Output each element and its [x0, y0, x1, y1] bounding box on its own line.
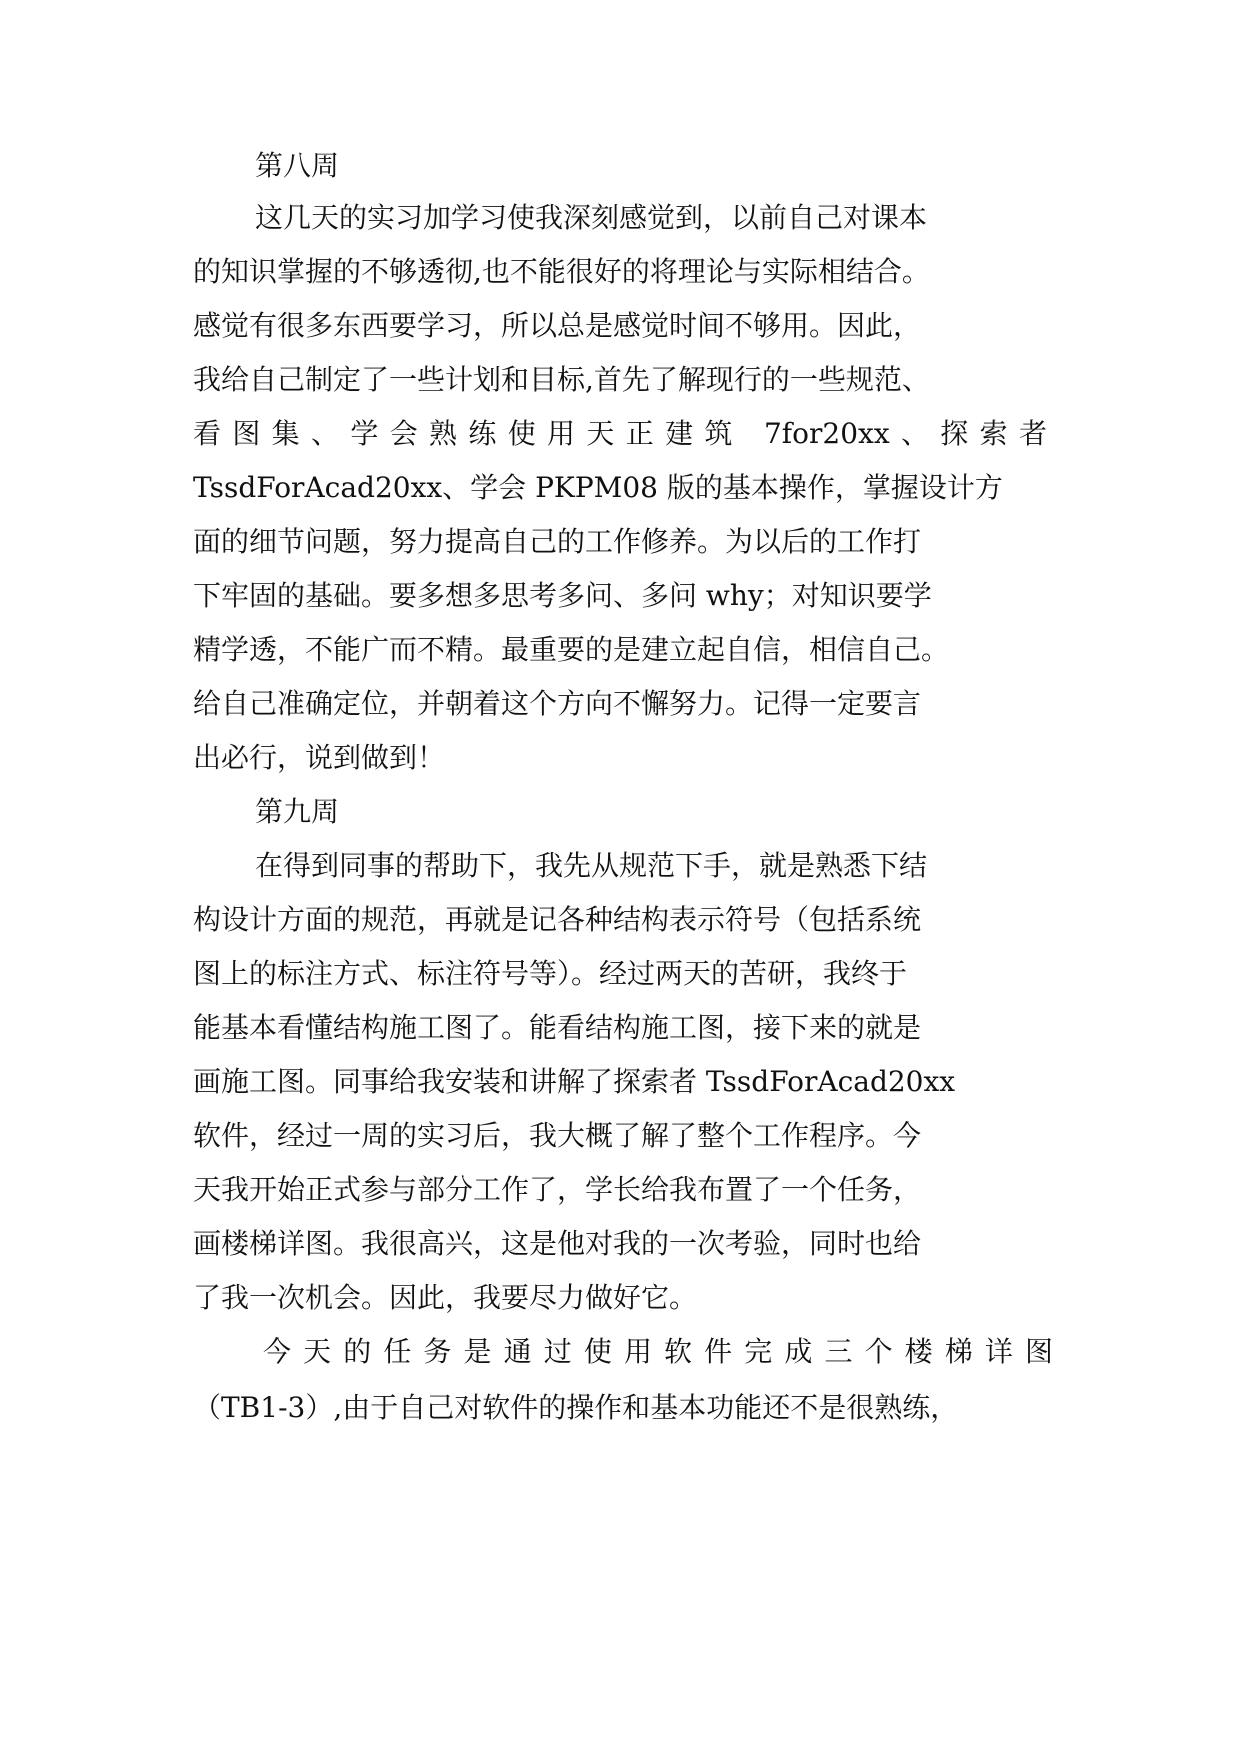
paragraph-line: 感觉有很多东西要学习，所以总是感觉时间不够用。因此， — [193, 309, 922, 342]
heading-week-8: 第八周 — [255, 149, 340, 182]
paragraph-line: 精学透，不能广而不精。最重要的是建立起自信，相信自己。 — [193, 633, 950, 666]
paragraph-line: 给自己准确定位，并朝着这个方向不懈努力。记得一定要言 — [193, 687, 922, 720]
paragraph-line: TssdForAcad20xx、学会 PKPM08 版的基本操作，掌握设计方 — [193, 471, 1003, 504]
paragraph-line: 画楼梯详图。我很高兴，这是他对我的一次考验，同时也给 — [193, 1227, 922, 1260]
paragraph-line: 出必行，说到做到！ — [193, 741, 446, 774]
paragraph-line: 今天的任务是通过使用软件完成三个楼梯详图 — [263, 1335, 1053, 1368]
paragraph-line: 面的细节问题，努力提高自己的工作修养。为以后的工作打 — [193, 525, 922, 558]
paragraph-line: （TB1-3）,由于自己对软件的操作和基本功能还不是很熟练， — [193, 1391, 959, 1424]
paragraph-line: 天我开始正式参与部分工作了，学长给我布置了一个任务， — [193, 1173, 922, 1206]
paragraph-line: 下牢固的基础。要多想多思考多问、多问 why；对知识要学 — [193, 579, 932, 612]
paragraph-line: 的知识掌握的不够透彻,也不能很好的将理论与实际相结合。 — [193, 255, 930, 288]
paragraph-line: 图上的标注方式、标注符号等）。经过两天的苦研，我终于 — [193, 957, 908, 990]
paragraph-line: 画施工图。同事给我安装和讲解了探索者 TssdForAcad20xx — [193, 1065, 956, 1098]
paragraph-line: 构设计方面的规范，再就是记各种结构表示符号（包括系统 — [193, 903, 922, 936]
paragraph-line: 看图集、学会熟练使用天正建筑 7for20xx、探索者 — [193, 417, 1047, 450]
paragraph-line: 了我一次机会。因此，我要尽力做好它。 — [193, 1281, 698, 1314]
heading-week-9: 第九周 — [255, 795, 340, 828]
paragraph-line: 我给自己制定了一些计划和目标,首先了解现行的一些规范、 — [193, 363, 930, 396]
paragraph-line: 软件，经过一周的实习后，我大概了解了整个工作程序。今 — [193, 1119, 922, 1152]
paragraph-line: 能基本看懂结构施工图了。能看结构施工图，接下来的就是 — [193, 1011, 922, 1044]
paragraph-line: 在得到同事的帮助下，我先从规范下手，就是熟悉下结 — [255, 849, 928, 882]
paragraph-line: 这几天的实习加学习使我深刻感觉到，以前自己对课本 — [255, 201, 928, 234]
